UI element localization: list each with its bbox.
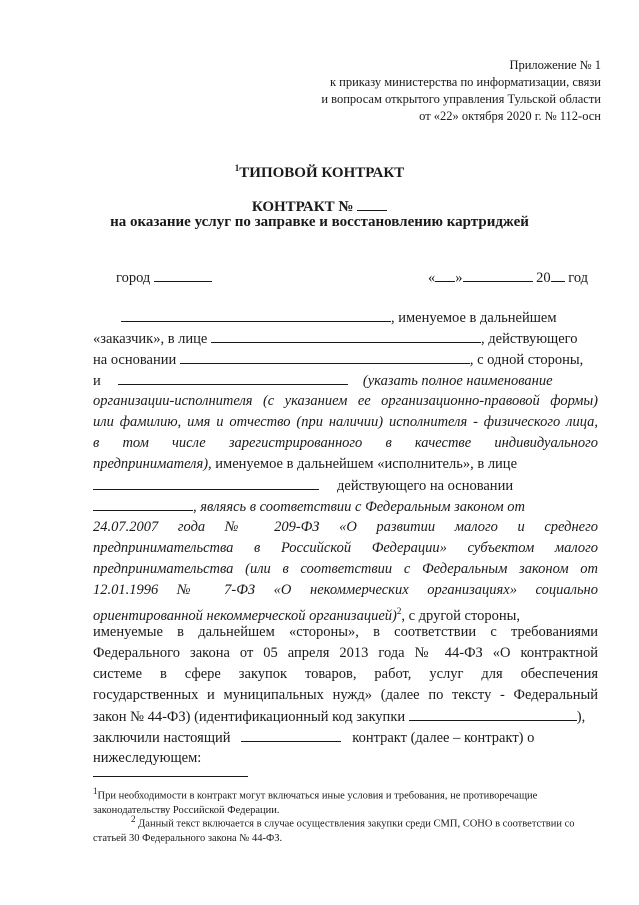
typical-contract-title: $^1$ТИПОВОЙ КОНТРАКТ [234,163,405,181]
body-line-5: организации-исполнителя (с указанием ее организационно-правовой формы) [93,393,598,409]
body-line-4: и (указать полное наименование [93,370,598,392]
body-line-6: или фамилию, имя и отчество (при наличии) исполнителя - физического лица, [93,414,598,430]
footnote-1: $^1$При необходимости в контракт могут включаться иные условия и требования, не противоречащие законодательству Российской Федерации. [93,786,538,816]
date-field: « » 20 год [428,267,588,287]
body-line-13: предпринимательства (или в соответствии с Федеральным законом от [93,561,598,577]
body-line-10: , являясь в соответствии с Федеральным законом от [93,496,598,518]
body-line-21: заключили настоящий контракт (далее – контракт) о [93,727,598,749]
footnote-separator [93,776,248,777]
body-line-19: государственных и муниципальных нужд» (далее по тексту - Федеральный [93,687,598,703]
body-line-12: предпринимательства в Российской Федерации» субъектом малого [93,540,598,556]
appendix-number: Приложение № 1 [509,58,601,72]
order-ministry: и вопросам открытого управления Тульской области [321,92,601,106]
body-line-2: «заказчик», в лице , действующего [93,328,598,350]
body-line-17: Федерального закона от 05 апреля 2013 года № 44-ФЗ «О контрактной [93,645,598,661]
body-line-14: 12.01.1996 № 7-ФЗ «О некоммерческих организациях» социально [93,582,598,598]
footnote-mark: 1 [234,163,240,173]
body-line-16: именуемые в дальнейшем «стороны», в соответствии с требованиями [93,624,598,640]
body-line-3: на основании , с одной стороны, [93,349,598,371]
body-line-7: в том числе зарегистрированного в качестве индивидуального [93,435,598,451]
city-field: город [116,267,212,287]
body-line-20: закон № 44-ФЗ) (идентификационный код закупки ), [93,706,598,728]
order-reference: к приказу министерства по информатизации, связи [329,75,601,89]
body-line-18: системе в сфере закупок товаров, работ, услуг для обеспечения [93,666,598,682]
body-line-22: нижеследующем: [93,750,202,766]
contract-number-title: КОНТРАКТ № [0,196,639,216]
body-line-8: предпринимателя), именуемое в дальнейшем «исполнитель», в лице [93,456,518,472]
body-line-11: 24.07.2007 года № 209-ФЗ «О развитии малого и среднего [93,519,598,535]
order-date: от «22» октября 2020 г. № 112-осн [419,109,601,123]
body-line-9: действующего на основании [93,475,598,497]
body-line-15: ориентированной некоммерческой организацией)$^2$, с другой стороны, [93,606,521,624]
footnote-2: $^2$ Данный текст включается в случае осуществления закупки среди СМП, СОНО в соответствии со статьей 30 Федерального закона № 44-ФЗ. [93,814,575,844]
contract-subject: на оказание услуг по заправке и восстановлению картриджей [110,214,529,230]
body-line-1: , именуемое в дальнейшем [93,307,598,329]
